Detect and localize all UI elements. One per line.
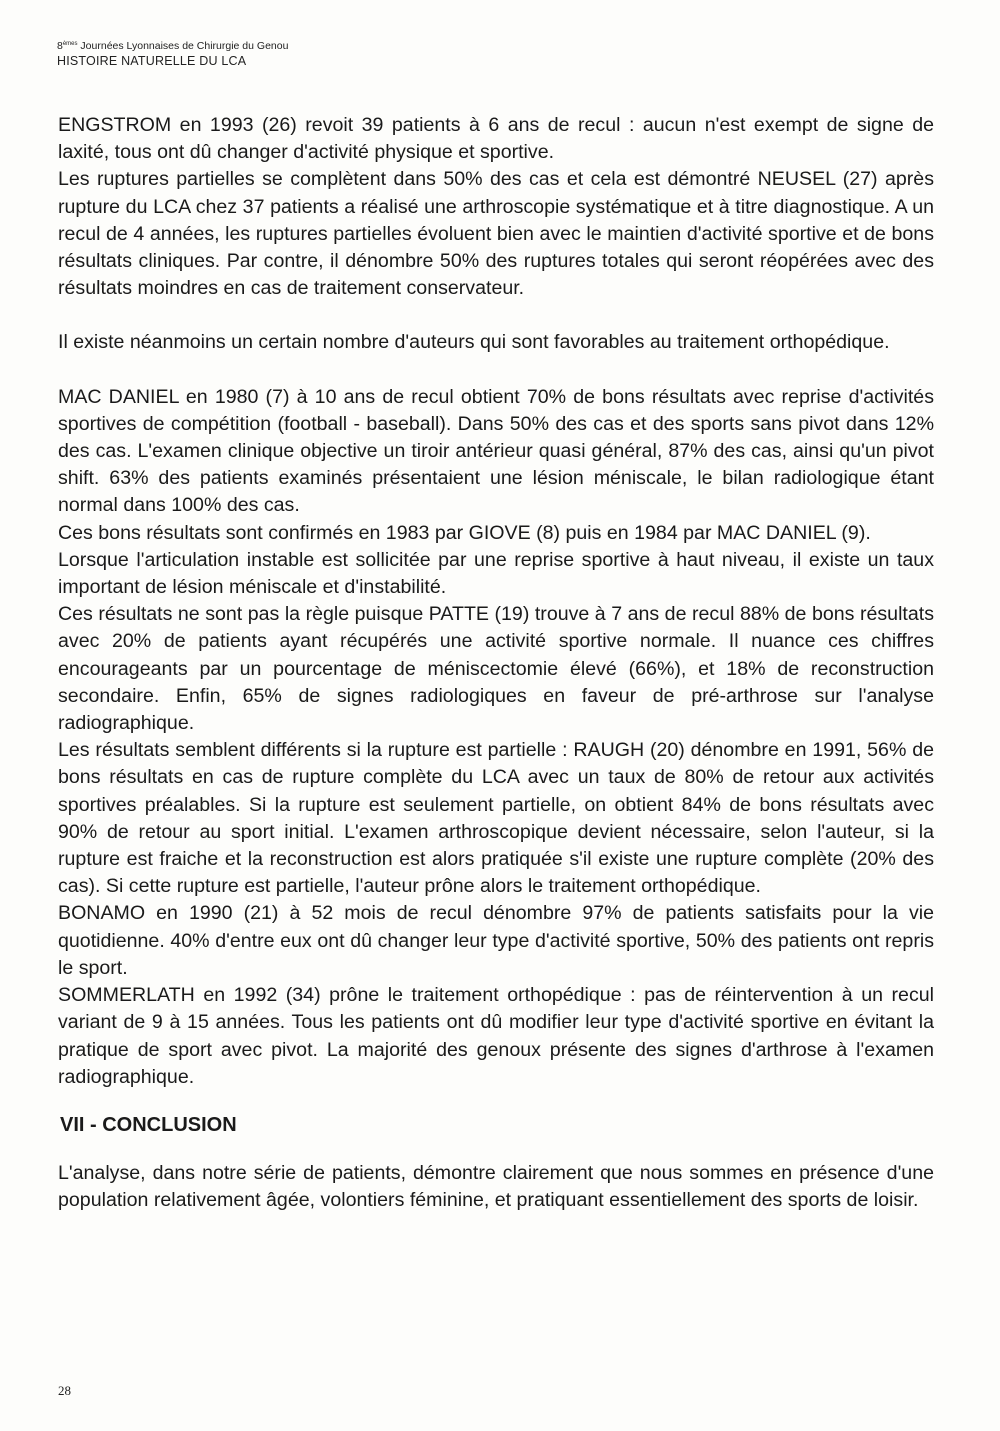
paragraph-mac-daniel: MAC DANIEL en 1980 (7) à 10 ans de recul obtient 70% de bons résultats avec reprise d'activités sportives de compétition (football - baseball). Dans 50% des cas et des sports sans pivot dans 12% des cas. L'examen clinique objective un tiroir antérieur quasi général, 87% des cas, ainsi qu'un pivot shift. 63% des patients examinés présentaient une lésion méniscale, le bilan radiologique étant normal dans 100% des cas. (58, 385, 934, 517)
section-heading: VII - CONCLUSION (60, 1113, 237, 1136)
paragraph-spacer (58, 302, 934, 329)
paragraph-raugh: Les résultats semblent différents si la rupture est partielle : RAUGH (20) dénombre en 1991, 56% de bons résultats en cas de rupture complète du LCA avec un taux de 80% de retour aux activités sportives préalables. Si la rupture est seulement partielle, on obtient 84% de bons résultats avec 90% de retour au sport initial. L'examen arthroscopique devient nécessaire, selon l'auteur, si la rupture est fraiche et la reconstruction est alors pratiquée s'il existe une rupture complète (20% des cas). Si cette rupture est partielle, l'auteur prône alors le traitement orthopédique. (58, 739, 934, 898)
paragraph-neusel: Les ruptures partielles se complètent dans 50% des cas et cela est démontré NEUSEL (27) après rupture du LCA chez 37 patients a réalisé une arthroscopie systématique et à titre diagnostique. A un recul de 4 années, les ruptures partielles évoluent bien avec le maintien d'activité sportive et de bons résultats cliniques. Par contre, il dénombre 50% des ruptures totales qui seront réopérées avec des résultats moindres en cas de traitement conservateur. (58, 168, 934, 300)
conference-number: 8 (57, 40, 63, 52)
paragraph-instability: Lorsque l'articulation instable est sollicitée par une reprise sportive à haut niveau, il existe un taux important de lésion méniscale et d'instabilité. (58, 548, 934, 599)
conference-ordinal: èmes (62, 41, 78, 47)
paragraph-engstrom: ENGSTROM en 1993 (26) revoit 39 patients à 6 ans de recul : aucun n'est exempt de signe de laxité, tous ont dû changer d'activité physique et sportive. (58, 114, 934, 164)
body-text (58, 112, 934, 1214)
topic-title: HISTOIRE NATURELLE DU LCA (57, 54, 247, 68)
paragraph-favorable-authors: Il existe néanmoins un certain nombre d'auteurs qui sont favorables au traitement orthopédique. (58, 331, 890, 354)
page-number: 28 (58, 1383, 71, 1398)
paragraph-bonamo: BONAMO en 1990 (21) à 52 mois de recul dénombre 97% de patients satisfaits pour la vie quotidienne. 40% d'entre eux ont dû changer leur type d'activité sportive, 50% des patients ont repris le sport. (58, 902, 934, 979)
paragraph-giove: Ces bons résultats sont confirmés en 1983 par GIOVE (8) puis en 1984 par MAC DANIEL (9). (58, 521, 871, 544)
running-header (57, 37, 288, 69)
section-spacer (58, 1139, 934, 1160)
paragraph-spacer (58, 357, 934, 384)
paragraph-sommerlath: SOMMERLATH en 1992 (34) prône le traitement orthopédique : pas de réintervention à un recul variant de 9 à 15 années. Tous les patients ont dû modifier leur type d'activité sportive en évitant la pratique de sport avec pivot. La majorité des genoux présente des signes d'arthrose à l'examen radiographique. (58, 984, 934, 1088)
paragraph-conclusion: L'analyse, dans notre série de patients, démontre clairement que nous sommes en présence d'une population relativement âgée, volontiers féminine, et pratiquant essentiellement des sports de loisir. (58, 1161, 934, 1212)
paragraph-patte: Ces résultats ne sont pas la règle puisque PATTE (19) trouve à 7 ans de recul 88% de bons résultats avec 20% de patients ayant récupérés une activité sportive normale. Il nuance ces chiffres encourageants par un pourcentage de méniscectomie élevé (66%), et 18% de reconstruction secondaire. Enfin, 65% de signes radiologiques en faveur de pré-arthrose sur l'analyse radiographique. (58, 603, 934, 735)
conference-title (57, 37, 288, 53)
conference-name: Journées Lyonnaises de Chirurgie du Genou (77, 40, 289, 52)
section-spacer (58, 1091, 934, 1112)
